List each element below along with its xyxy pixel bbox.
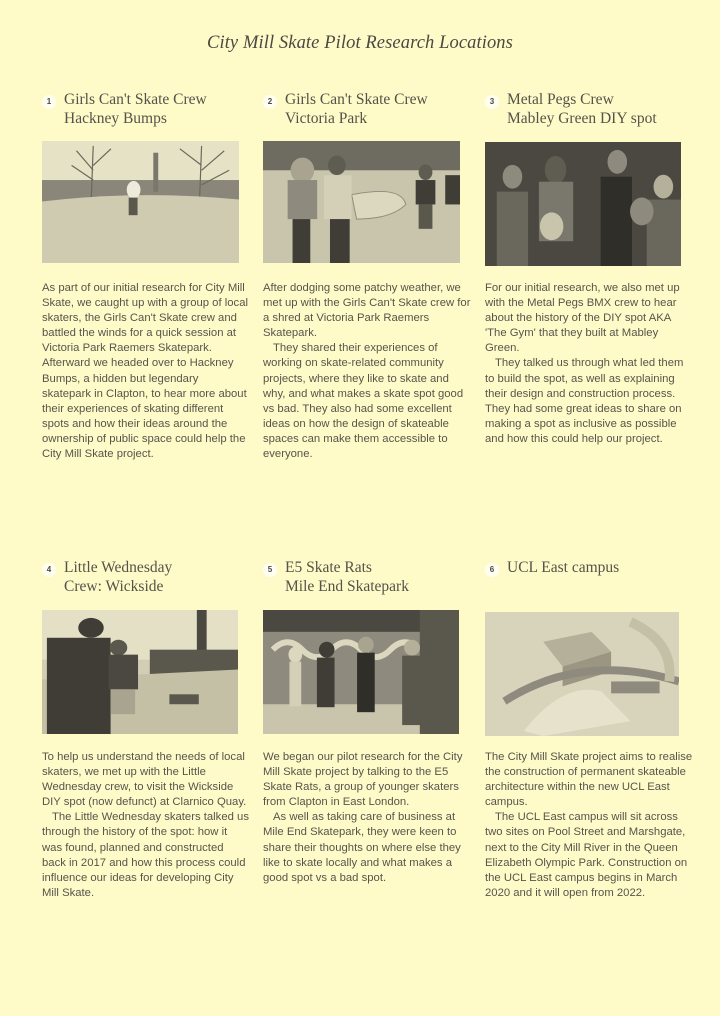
young-skaters-graffiti-photo [263, 610, 459, 734]
skatepark-group-photo [263, 141, 460, 263]
location-title-line2: Victoria Park [285, 110, 368, 127]
location-title-line1: UCL East campus [507, 559, 620, 576]
campus-architectural-model-photo [485, 612, 679, 736]
location-title [507, 90, 657, 128]
location-title [507, 558, 619, 577]
location-number-badge: 4 [42, 563, 56, 577]
location-number-badge: 2 [263, 95, 277, 109]
location-title-line1: E5 Skate Rats [285, 559, 372, 576]
location-description [485, 750, 693, 901]
location-card-2 [263, 90, 471, 461]
location-title [285, 558, 409, 596]
location-title [64, 558, 172, 596]
description-paragraph: For our initial research, we also met up with the Metal Pegs BMX crew to hear about the history of the DIY spot AKA 'The Gym' that they built at Mabley Green. [485, 282, 680, 355]
location-number-badge: 3 [485, 95, 499, 109]
location-title-line1: Girls Can't Skate Crew [285, 91, 428, 108]
bmx-crew-group-photo [485, 142, 681, 266]
location-number-badge: 6 [485, 563, 499, 577]
location-number-badge: 1 [42, 95, 56, 109]
location-card-5 [263, 558, 471, 884]
location-title [285, 90, 428, 128]
location-description [263, 281, 471, 462]
location-title-line2: Crew: Wickside [64, 578, 164, 595]
description-paragraph: As well as taking care of business at Mile End Skatepark, they were keen to share their thoughts on where else they like to skate locally and what makes a good spot vs a bad spot. [263, 811, 461, 884]
location-description [42, 281, 250, 462]
location-heading [485, 90, 693, 136]
location-title-line1: Girls Can't Skate Crew [64, 91, 207, 108]
description-paragraph: The City Mill Skate project aims to realise the construction of permanent skateable architecture within the new UCL East campus. [485, 751, 693, 809]
location-title-line1: Little Wednesday [64, 559, 173, 576]
location-title-line2: Mile End Skatepark [285, 578, 409, 595]
description-paragraph: They talked us through what led them to build the spot, as well as explaining their design and construction process. They had some great ideas to share on making a spot as inclusive as possible and how this could help our project. [485, 357, 684, 445]
skaters-sitting-photo [42, 610, 238, 734]
description-paragraph: The Little Wednesday skaters talked us through the history of the spot: how it was found, planned and constructed back in 2017 and how this process could influence our ideas for developing City Mill Skate. [42, 811, 249, 899]
description-paragraph: As part of our initial research for City Mill Skate, we caught up with a group of local skaters, the Girls Can't Skate crew and battled the winds for a quick session at Victoria Park Raemers Skatepark. Afterward we headed over to Hackney Bumps, a hidden but legendary skatepark in Clapton, to hear more about their experiences of skating different spots and how their ideas around the ownership of public space could help the City Mill Skate project. [42, 282, 248, 461]
description-paragraph: To help us understand the needs of local skaters, we met up with the Little Wednesday crew, to visit the Wickside DIY spot (now defunct) at Clarnico Quay. [42, 751, 247, 809]
location-card-6 [485, 558, 693, 899]
location-card-4 [42, 558, 250, 899]
location-title-line2: Hackney Bumps [64, 110, 167, 127]
location-heading [485, 558, 693, 604]
location-number-badge: 5 [263, 563, 277, 577]
location-card-1 [42, 90, 250, 461]
location-title-line2: Mabley Green DIY spot [507, 110, 657, 127]
page-title: City Mill Skate Pilot Research Locations [207, 33, 513, 53]
description-paragraph: We began our pilot research for the City Mill Skate project by talking to the E5 Skate Rats, a group of younger skaters from Clapton in East London. [263, 751, 463, 809]
location-heading [42, 558, 250, 604]
location-description [485, 281, 693, 447]
location-heading [42, 90, 250, 136]
location-card-3 [485, 90, 693, 445]
location-title-line1: Metal Pegs Crew [507, 91, 614, 108]
skater-on-bumps-photo [42, 141, 239, 263]
location-heading [263, 90, 471, 136]
location-description [42, 750, 250, 901]
description-paragraph: The UCL East campus will sit across two sites on Pool Street and Marshgate, next to the City Mill River in the Queen Elizabeth Olympic Park. Construction on the UCL East campus begins in March 2020 and it will open from 2022. [485, 811, 688, 899]
location-description [263, 750, 471, 886]
location-title [64, 90, 207, 128]
description-paragraph: After dodging some patchy weather, we met up with the Girls Can't Skate crew for a shred at Victoria Park Raemers Skatepark. [263, 282, 471, 340]
description-paragraph: They shared their experiences of working on skate-related community projects, where they like to skate and why, and what makes a skate spot good vs bad. They also had some excellent ideas on how the design of skateable spaces can make them accessible to everyone. [263, 342, 464, 461]
location-heading [263, 558, 471, 604]
